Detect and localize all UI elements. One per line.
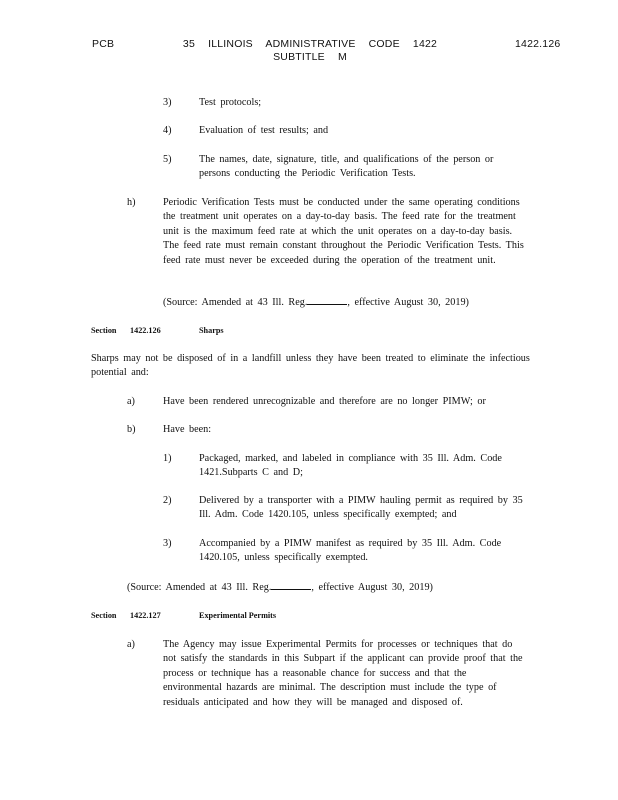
source-note: [127, 580, 527, 595]
item-letter: b): [127, 424, 136, 435]
sharps-a: Have been rendered unrecognizable and therefore are no longer PIMW; or: [163, 396, 486, 407]
source-effective: , effective August 30, 2019): [347, 297, 469, 308]
sharps-b2: Delivered by a transporter with a PIMW hauling permit as required by 35 Ill. Adm. Code 1420.105, unless specifically exempted; and: [199, 495, 523, 521]
blank-line: [307, 295, 347, 305]
item-number: 4): [163, 125, 172, 136]
section-label: Section: [91, 326, 117, 335]
blank-line: [271, 580, 311, 590]
section-number: 1422.126: [130, 326, 161, 335]
item-text: Evaluation of test results; and: [199, 125, 329, 136]
paragraph-h: Periodic Verification Tests must be conducted under the same operating conditions the treatment unit operates on a day-to-day basis. The feed rate for the treatment unit is the maximum feed rate at which the unit operates on a day-to-day basis. The feed rate must remain constant throughout the Periodic Verification Tests. This feed rate must never be exceeded during the operation of the treatment unit.: [163, 197, 524, 266]
source-text: (Source: Amended at 43 Ill. Reg.: [127, 582, 272, 593]
section-number: 1422.127: [130, 611, 161, 620]
item-text: The names, date, signature, title, and qualifications of the person or persons conducting the Periodic Verification Tests.: [199, 154, 494, 180]
item-number: 1): [163, 453, 172, 464]
header-subtitle: SUBTITLE M: [273, 51, 347, 63]
source-effective: , effective August 30, 2019): [311, 582, 433, 593]
sharps-b: Have been:: [163, 424, 212, 435]
section-title: Experimental Permits: [199, 611, 277, 620]
item-letter: a): [127, 396, 135, 407]
permits-a: The Agency may issue Experimental Permits for processes or techniques that do not satisfy the standards in this Subpart if the applicant can provide proof that the process or technique has a reasonable chance for success and that the environmental hazards are minimal. The description must include the type of residuals anticipated and how they will be managed and disposed of.: [163, 639, 523, 708]
sharps-b1: Packaged, marked, and labeled in compliance with 35 Ill. Adm. Code 1421.Subparts C and D;: [199, 453, 502, 479]
item-number: 3): [163, 97, 172, 108]
header-right: 1422.126: [515, 38, 561, 50]
item-number: 3): [163, 538, 172, 549]
source-text: (Source: Amended at 43 Ill. Reg.: [163, 297, 308, 308]
header-left: PCB: [92, 38, 115, 50]
section-label: Section: [91, 611, 117, 620]
item-letter: a): [127, 639, 135, 650]
sharps-b3: Accompanied by a PIMW manifest as required by 35 Ill. Adm. Code 1420.105, unless specifically exempted.: [199, 538, 502, 564]
header-title: 35 ILLINOIS ADMINISTRATIVE CODE 1422: [182, 38, 438, 50]
header-center: [150, 38, 470, 64]
item-text: Test protocols;: [199, 97, 262, 108]
item-number: 2): [163, 495, 172, 506]
item-number: 5): [163, 154, 172, 165]
item-letter: h): [127, 197, 136, 208]
sharps-intro: Sharps may not be disposed of in a landfill unless they have been treated to eliminate the infectious potential and:: [91, 353, 530, 379]
source-note: [163, 295, 533, 310]
section-title: Sharps: [199, 326, 224, 335]
